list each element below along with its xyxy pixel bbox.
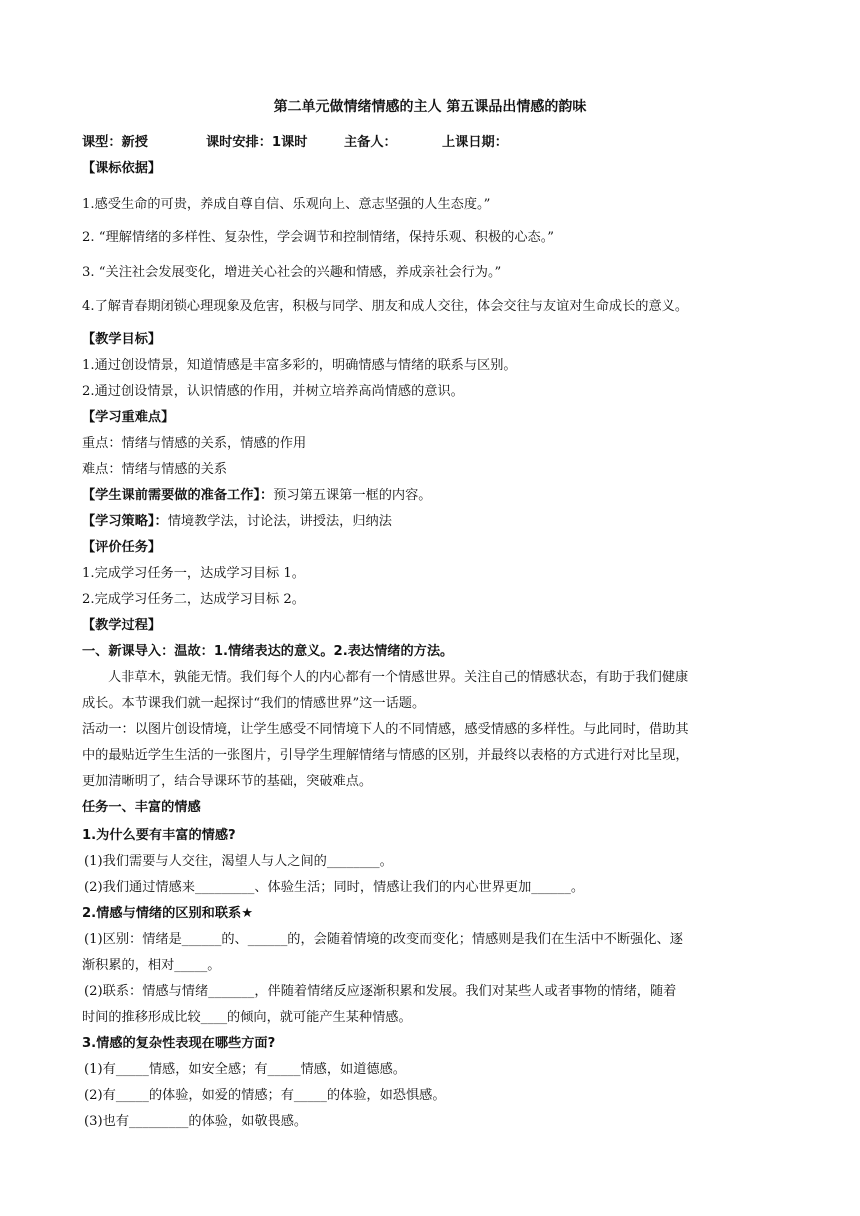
eval-item: 2.完成学习任务二，达成学习目标 2。: [82, 592, 305, 607]
activity-paragraph: 中的最贴近学生生活的一张图片，引导学生理解情绪与情感的区别，并最终以表格的方式进行对比呈现，: [82, 748, 689, 763]
fill-blank-line: 时间的推移形成比较____的倾向，就可能产生某种情感。: [82, 1010, 412, 1025]
intro-heading: 一、新课导入：温故：1.情绪表达的意义。2.表达情绪的方法。: [82, 644, 454, 659]
lesson-date: 上课日期：: [442, 135, 508, 150]
fill-blank-line: (1)区别：情绪是______的、______的，会随着情境的改变而变化；情感则是我们在生活中不断强化、逐: [84, 932, 683, 947]
keypoints-heading: 【学习重难点】: [82, 410, 175, 425]
basis-item: 3. “关注社会发展变化，增进关心社会的兴趣和情感，养成亲社会行为。”: [82, 265, 502, 280]
basis-item: 1.感受生命的可贵，养成自尊自信、乐观向上、意志坚强的人生态度。”: [82, 197, 491, 212]
activity-paragraph: 活动一：以图片创设情境，让学生感受不同情境下人的不同情感，感受情感的多样性。与此同时，借助其: [82, 722, 689, 737]
fill-blank-line: (1)有_____情感，如安全感；有_____情感，如道德感。: [84, 1062, 406, 1077]
fill-blank-line: (2)联系：情感与情绪_______，伴随着情绪反应逐渐积累和发展。我们对某些人或者事物的情绪，随着: [84, 984, 677, 999]
basis-item: 4.了解青春期闭锁心理现象及危害，积极与同学、朋友和成人交往，体会交往与友谊对生命成长的意义。: [82, 299, 689, 314]
prep-text: 预习第五课第一框的内容。: [273, 488, 432, 503]
fill-blank-line: (2)我们通过情感来_________、体验生活；同时，情感让我们的内心世界更加______。: [84, 880, 585, 895]
strategy-text: 情境教学法，讨论法，讲授法，归纳法: [167, 514, 392, 529]
task1-heading: 任务一、丰富的情感: [82, 800, 201, 815]
goals-heading: 【教学目标】: [82, 332, 162, 347]
intro-paragraph: 成长。本节课我们就一起探讨“我们的情感世界”这一话题。: [82, 696, 426, 711]
question-heading: 2.情感与情绪的区别和联系★: [82, 906, 254, 921]
prep-line: [82, 487, 431, 505]
lesson-meta: [82, 134, 508, 152]
fill-blank-line: (1)我们需要与人交往，渴望人与人之间的________。: [84, 854, 393, 869]
fill-blank-line: 渐积累的，相对_____。: [82, 958, 221, 973]
question-heading: 1.为什么要有丰富的情感?: [82, 828, 236, 843]
question-heading: 3.情感的复杂性表现在哪些方面?: [82, 1036, 276, 1051]
goal-item: 1.通过创设情景，知道情感是丰富多彩的，明确情感与情绪的联系与区别。: [82, 358, 517, 373]
key-point: 重点：情绪与情感的关系，情感的作用: [82, 436, 307, 451]
basis-item: 2. “理解情绪的多样性、复杂性，学会调节和控制情绪，保持乐观、积极的心态。”: [82, 230, 555, 245]
lesson-preparer: 主备人：: [344, 135, 397, 150]
eval-item: 1.完成学习任务一，达成学习目标 1。: [82, 566, 305, 581]
basis-heading: 【课标依据】: [82, 161, 162, 176]
document-title: 第二单元做情绪情感的主人 第五课品出情感的韵味: [273, 99, 587, 115]
difficult-point: 难点：情绪与情感的关系: [82, 462, 228, 477]
goal-item: 2.通过创设情景，认识情感的作用，并树立培养高尚情感的意识。: [82, 384, 464, 399]
fill-blank-line: (3)也有_________的体验，如敬畏感。: [84, 1114, 308, 1129]
strategy-heading: 【学习策略】：: [82, 514, 168, 529]
lesson-hours: 课时安排：1课时: [206, 135, 308, 150]
prep-heading: 【学生课前需要做的准备工作】：: [82, 488, 274, 503]
fill-blank-line: (2)有_____的体验，如爱的情感；有_____的体验，如恐惧感。: [84, 1088, 446, 1103]
eval-heading: 【评价任务】: [82, 540, 162, 555]
lesson-type: 课型：新授: [82, 135, 148, 150]
strategy-line: [82, 513, 392, 531]
intro-paragraph: 人非草木，孰能无情。我们每个人的内心都有一个情感世界。关注自己的情感状态，有助于我们健康: [108, 670, 689, 685]
process-heading: 【教学过程】: [82, 618, 162, 633]
activity-paragraph: 更加清晰明了，结合导课环节的基础，突破难点。: [82, 774, 373, 789]
